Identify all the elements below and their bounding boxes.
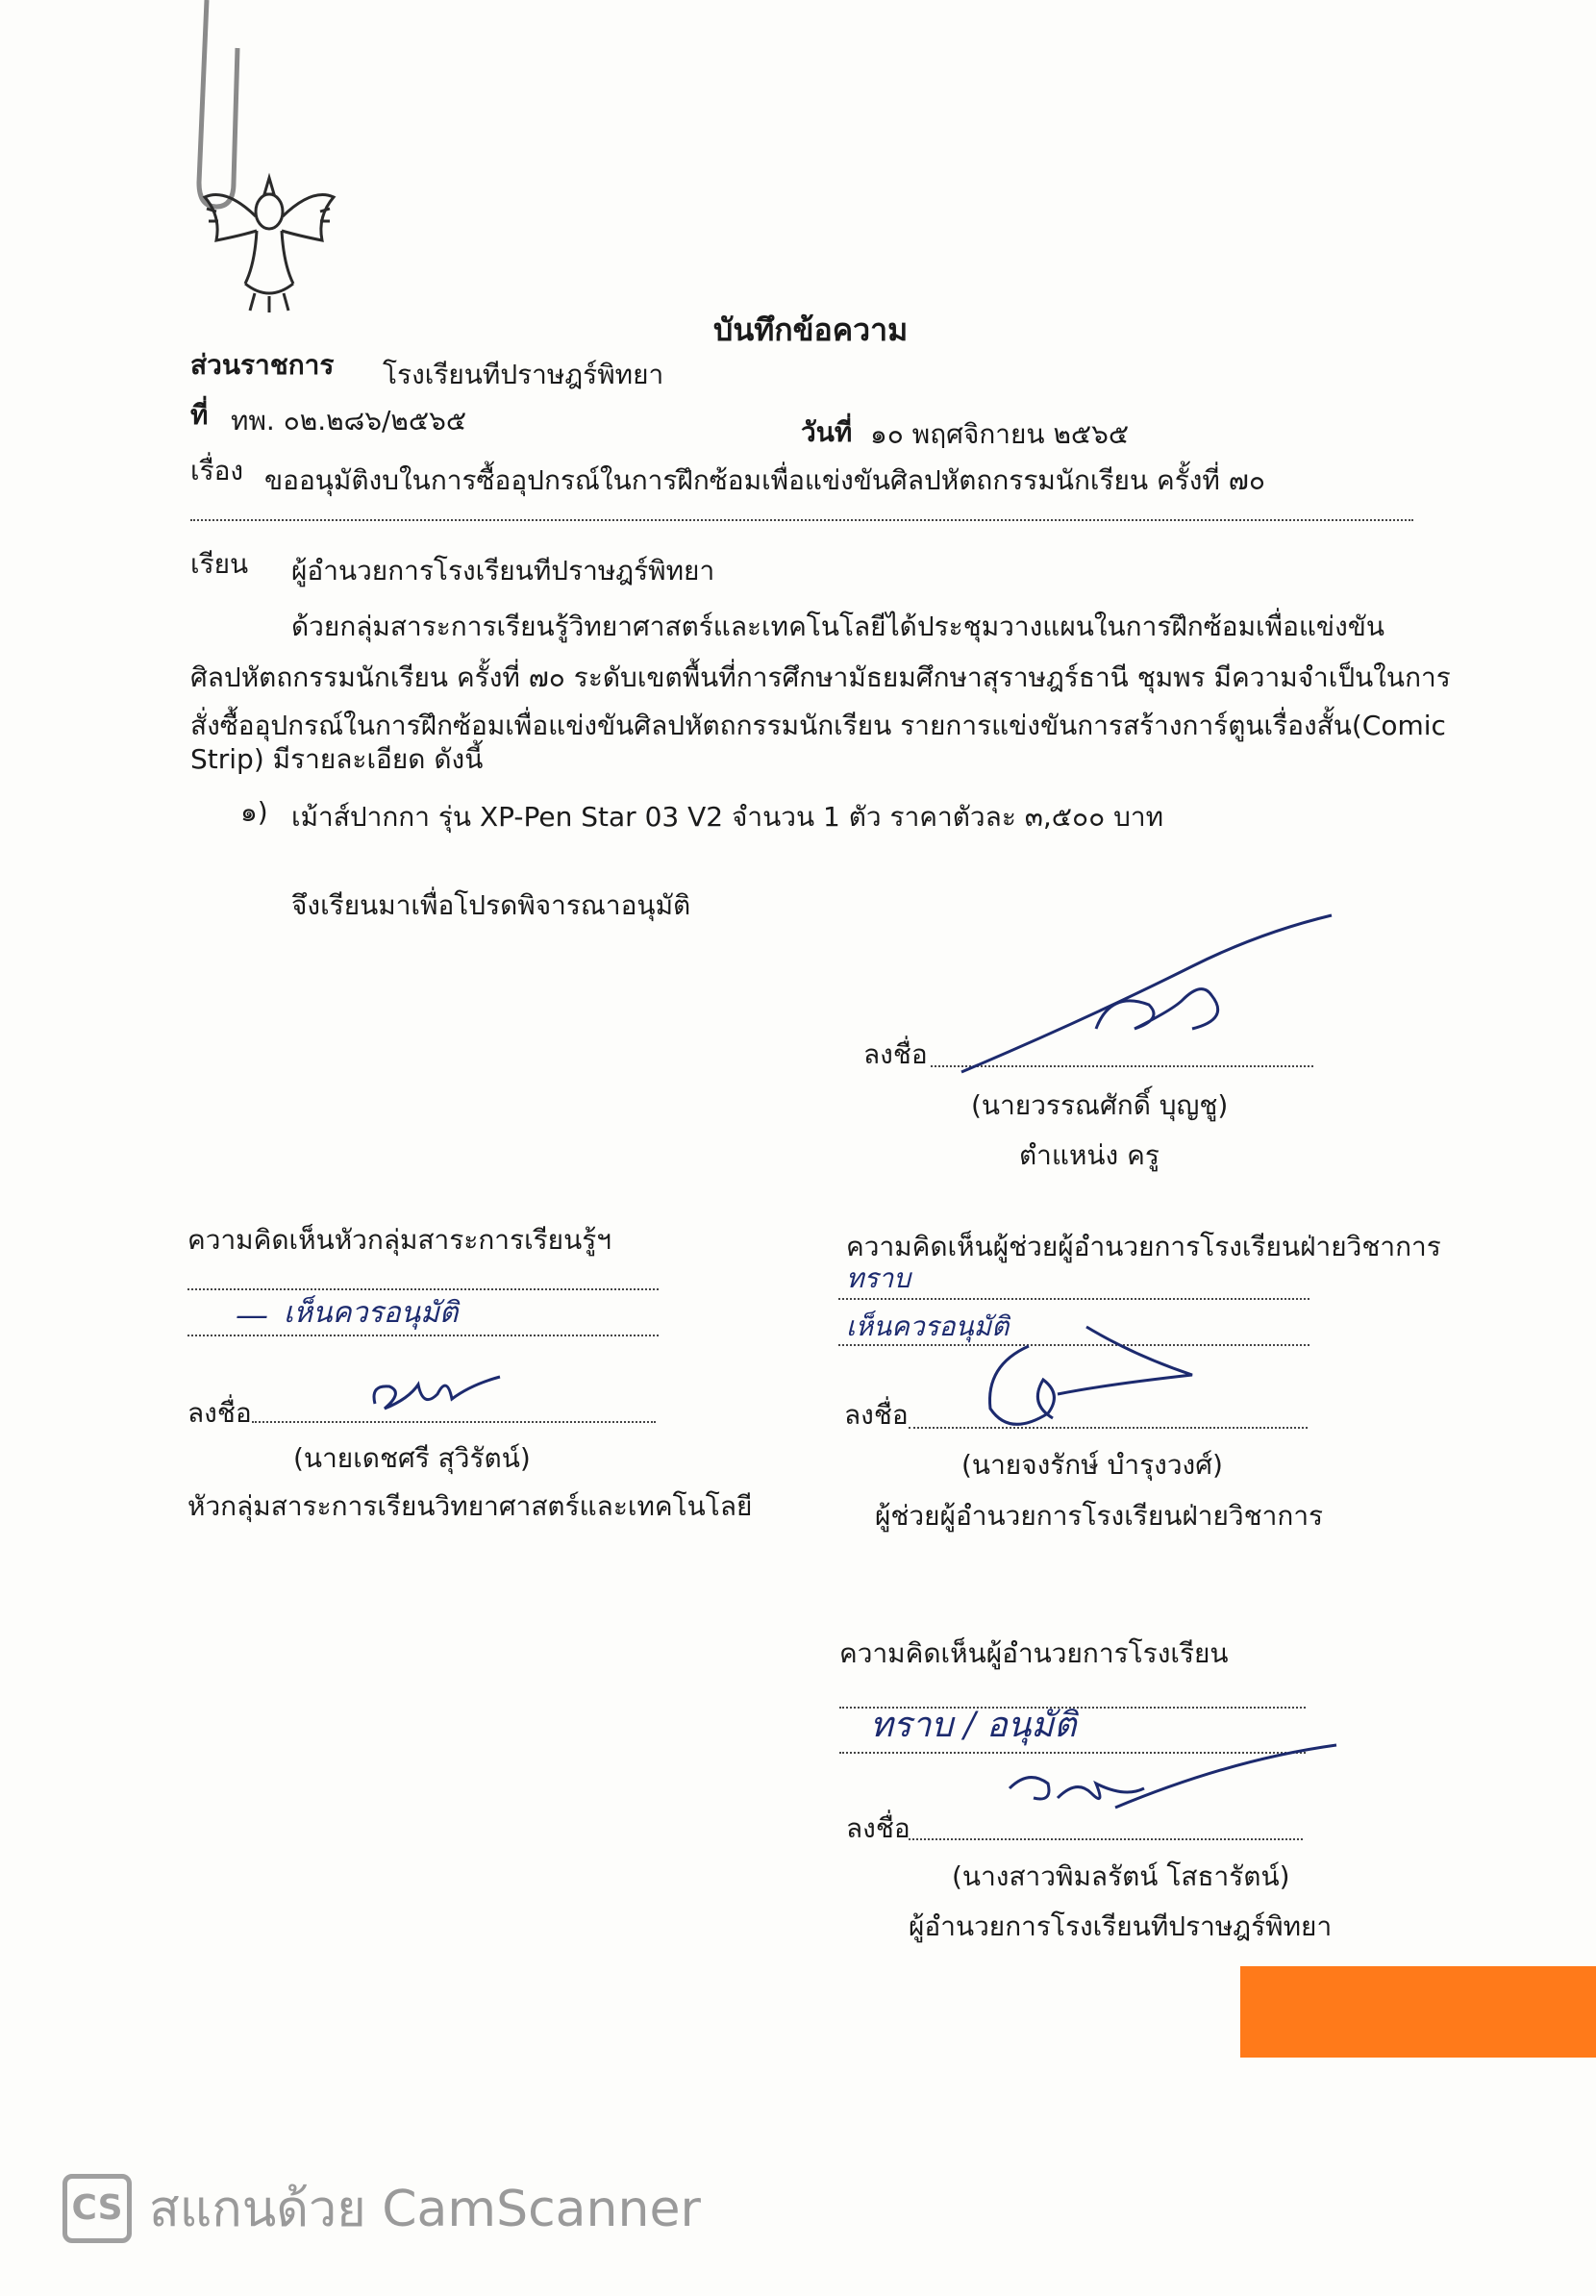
dept-head-comment-line-2	[187, 1335, 659, 1336]
header-divider	[190, 519, 1413, 521]
agency-label: ส่วนราชการ	[190, 349, 335, 381]
asst-director-comment-line-1	[838, 1298, 1309, 1300]
subject-label: เรื่อง	[190, 455, 244, 487]
director-heading: ความคิดเห็นผู้อำนวยการโรงเรียน	[839, 1637, 1229, 1669]
body-line-3: สั่งซื้ออุปกรณ์ในการฝึกซ้อมเพื่อแข่งขันศิลปหัตถกรรมนักเรียน รายการแข่งขันการสร้างการ์ตูนเรื่องสั้น(Comic	[190, 710, 1446, 741]
asst-director-signature	[971, 1317, 1211, 1442]
orange-sticky-note	[1240, 1966, 1596, 2058]
camscanner-watermark	[62, 2168, 701, 2248]
asst-director-comment-1: ทราบ	[846, 1262, 910, 1294]
date-label: วันที่	[801, 416, 853, 448]
director-signature	[1000, 1731, 1346, 1836]
garuda-emblem-icon	[197, 159, 341, 312]
body-line-4: Strip) มีรายละเอียด ดังนี้	[190, 743, 484, 775]
director-name: (นางสาวพิมลรัตน์ โสธารัตน์)	[952, 1860, 1290, 1892]
asst-director-comment-2: เห็นควรอนุมัติ	[846, 1310, 1010, 1342]
item-number: ๑)	[240, 796, 268, 828]
watermark-text: สแกนด้วย CamScanner	[149, 2181, 701, 2238]
asst-director-heading: ความคิดเห็นผู้ช่วยผู้อำนวยการโรงเรียนฝ่ายวิชาการ	[846, 1231, 1441, 1262]
teacher-position: ตำแหน่ง ครู	[1019, 1139, 1160, 1171]
dept-head-comment: เห็นควรอนุมัติ	[284, 1296, 459, 1330]
dept-head-position: หัวกลุ่มสาระการเรียนวิทยาศาสตร์และเทคโนโลยี	[187, 1490, 753, 1522]
teacher-signature	[942, 913, 1346, 1086]
director-sign-line	[909, 1838, 1303, 1840]
director-position: ผู้อำนวยการโรงเรียนทีปราษฎร์พิทยา	[909, 1910, 1333, 1942]
memo-date: ๑๐ พฤศจิกายน ๒๕๖๕	[870, 418, 1130, 450]
teacher-name: (นายวรรณศักดิ์ บุญชู)	[971, 1089, 1229, 1121]
dept-head-heading: ความคิดเห็นหัวกลุ่มสาระการเรียนรู้ฯ	[187, 1224, 611, 1256]
to-recipient: ผู้อำนวยการโรงเรียนทีปราษฎร์พิทยา	[291, 555, 715, 586]
agency-name: โรงเรียนทีปราษฎร์พิทยา	[383, 359, 664, 390]
asst-director-position: ผู้ช่วยผู้อำนวยการโรงเรียนฝ่ายวิชาการ	[875, 1500, 1324, 1532]
body-line-2: ศิลปหัตถกรรมนักเรียน ครั้งที่ ๗๐ ระดับเขตพื้นที่การศึกษามัธยมศึกษาสุราษฎร์ธานี ชุมพร มีความจำเป็นในการ	[190, 661, 1451, 693]
dept-head-signature	[365, 1365, 510, 1433]
camscanner-logo-icon: CS	[62, 2174, 132, 2243]
ref-label: ที่	[190, 399, 209, 431]
director-sign-label: ลงชื่อ	[846, 1812, 910, 1844]
director-comment: ทราบ / อนุมัติ	[870, 1706, 1077, 1745]
dept-head-name: (นายเดชศรี สุวิรัตน์)	[293, 1442, 531, 1474]
subject-text: ขออนุมัติงบในการซื้ออุปกรณ์ในการฝึกซ้อมเพื่อแข่งขันศิลปหัตถกรรมนักเรียน ครั้งที่ ๗๐	[264, 464, 1265, 496]
body-line-1: ด้วยกลุ่มสาระการเรียนรู้วิทยาศาสตร์และเทคโนโลยีได้ประชุมวางแผนในการฝึกซ้อมเพื่อแข่งขัน	[291, 611, 1385, 642]
closing-line: จึงเรียนมาเพื่อโปรดพิจารณาอนุมัติ	[291, 889, 691, 921]
dept-head-comment-dash: —	[236, 1296, 268, 1335]
to-label: เรียน	[190, 548, 249, 580]
ref-number: ทพ. ๐๒.๒๘๖/๒๕๖๕	[231, 405, 467, 437]
item-text: เม้าส์ปากกา รุ่น XP-Pen Star 03 V2 จำนวน 1 ตัว ราคาตัวละ ๓,๕๐๐ บาท	[291, 801, 1164, 833]
teacher-sign-label: ลงชื่อ	[863, 1038, 928, 1070]
document-title: บันทึกข้อความ	[713, 312, 909, 348]
asst-director-sign-label: ลงชื่อ	[844, 1399, 909, 1431]
asst-director-name: (นายจงรักษ์ บำรุงวงศ์)	[961, 1449, 1223, 1481]
dept-head-sign-label: ลงชื่อ	[187, 1397, 252, 1429]
